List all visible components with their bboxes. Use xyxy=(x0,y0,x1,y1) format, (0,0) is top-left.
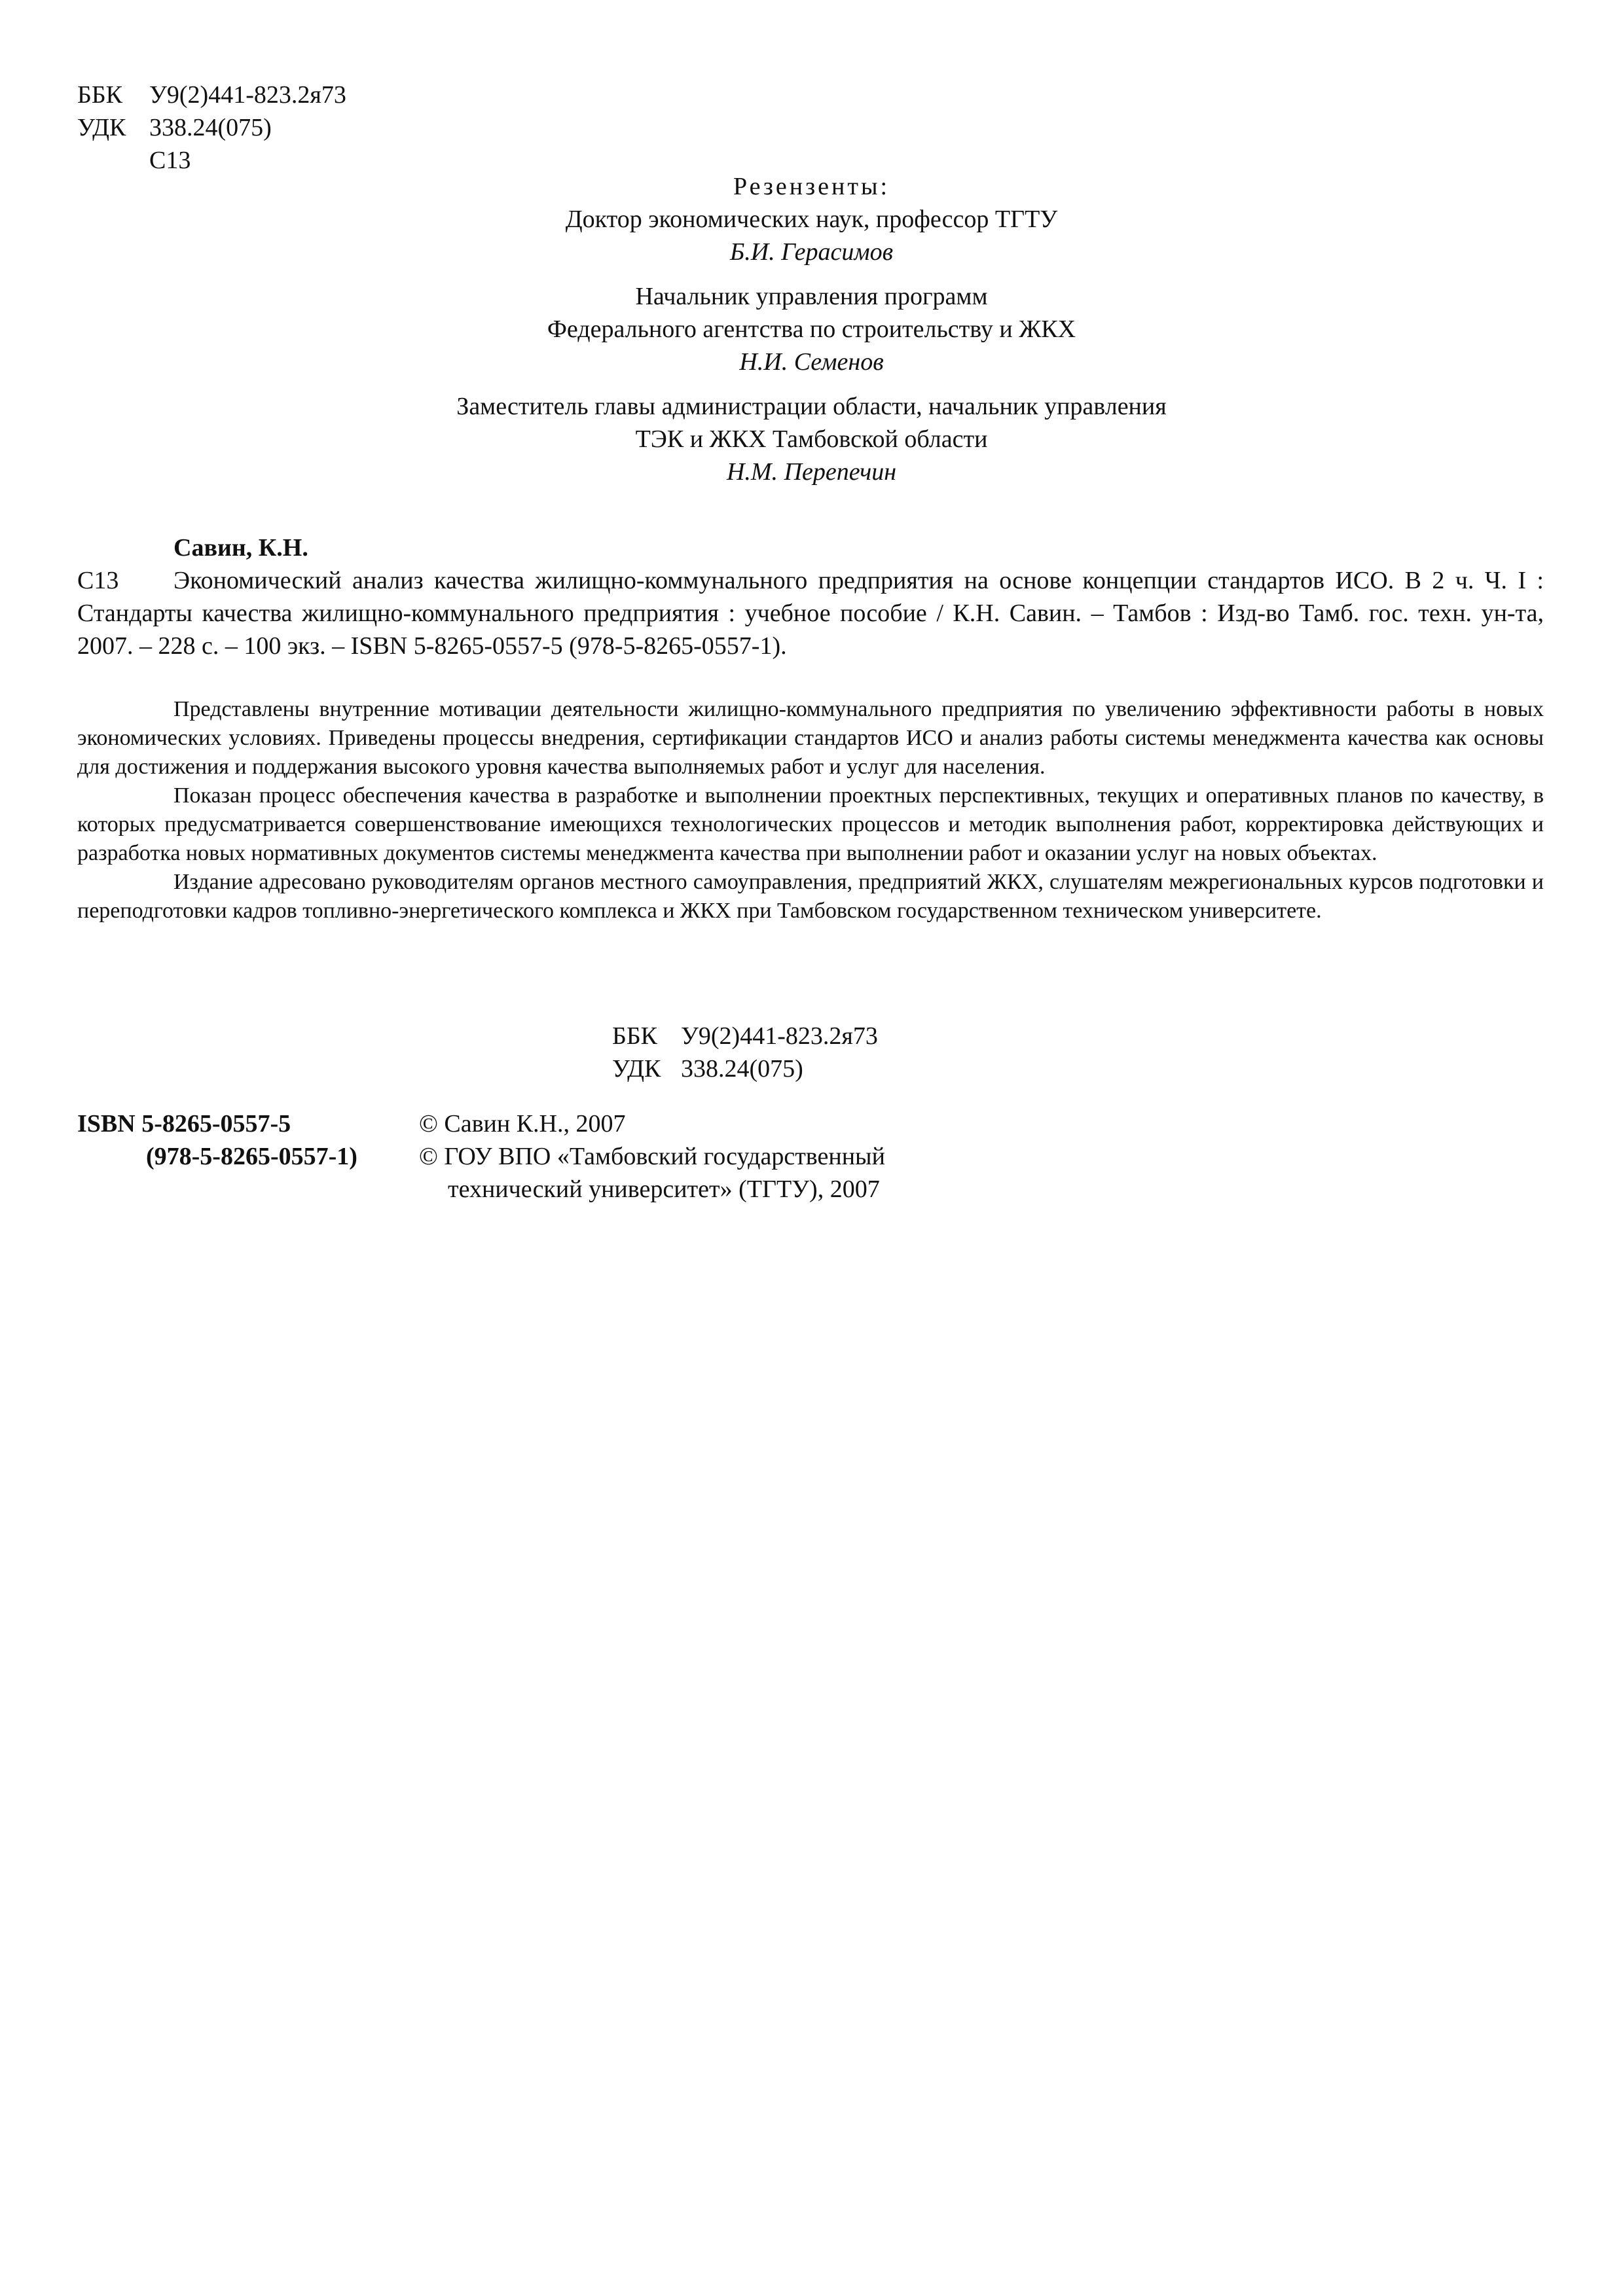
record-body xyxy=(77,564,1544,662)
reviewers-heading: Резензенты: xyxy=(733,173,890,200)
classification-block xyxy=(77,79,346,177)
author-mark: С13 xyxy=(149,147,191,174)
reviewer-name: Н.И. Семенов xyxy=(739,348,884,376)
annotation-paragraph: Показан процесс обеспечения качества в разработке и выполнении проектных перспективных, текущих и оперативных планов по качеству, в которых предусматривается совершенствование имеющихся технологических процессов и методик выполнения работ, корректировка действующих и разработка новых нормативных документов системы менеджмента качества при выполнении работ и оказании услуг на новых объектах. xyxy=(77,783,1544,865)
reviewer-position: Заместитель главы администрации области, начальник управления xyxy=(456,393,1167,420)
reviewer-2 xyxy=(0,280,1623,378)
isbn-line-13: (978-5-8265-0557-1) xyxy=(146,1143,357,1170)
bibliographic-record xyxy=(77,531,1544,662)
bottom-index xyxy=(612,1020,878,1085)
record-mark: С13 xyxy=(77,567,119,594)
copyright-publisher: © ГОУ ВПО «Тамбовский государственный xyxy=(419,1143,885,1170)
bottom-bbk-label: ББК xyxy=(612,1022,657,1050)
reviewer-position: Начальник управления программ xyxy=(635,283,988,310)
bottom-udk-row xyxy=(612,1052,878,1085)
annotation xyxy=(77,695,1544,925)
bottom-bbk-row xyxy=(612,1020,878,1052)
reviewer-position: Доктор экономических наук, профессор ТГТУ xyxy=(565,206,1058,233)
bbk-row xyxy=(77,79,346,111)
bottom-bbk-value: У9(2)441-823.2я73 xyxy=(681,1022,878,1050)
reviewer-1 xyxy=(0,203,1623,268)
bbk-value: У9(2)441-823.2я73 xyxy=(149,81,346,109)
udk-label: УДК xyxy=(77,114,126,141)
reviewer-name: Н.М. Перепечин xyxy=(726,458,897,486)
bbk-label: ББК xyxy=(77,81,122,109)
reviewer-position: Федерального агентства по строительству и ЖКХ xyxy=(547,315,1076,343)
copyright-publisher-cont: технический университет» (ТГТУ), 2007 xyxy=(448,1175,880,1203)
reviewers-section xyxy=(0,170,1623,500)
isbn-block xyxy=(77,1107,357,1173)
bottom-udk-label: УДК xyxy=(612,1055,661,1083)
udk-value: 338.24(075) xyxy=(149,114,272,141)
udk-row xyxy=(77,111,346,144)
isbn-line: ISBN 5-8265-0557-5 xyxy=(77,1110,291,1138)
reviewer-3 xyxy=(0,390,1623,488)
bottom-udk-value: 338.24(075) xyxy=(681,1055,803,1083)
annotation-paragraph: Издание адресовано руководителям органов местного самоуправления, предприятий ЖКХ, слушателям межрегиональных курсов подготовки и переподготовки кадров топливно-энергетического комплекса и ЖКХ при Тамбовском государственном техническом университете. xyxy=(77,870,1544,923)
record-author: Савин, К.Н. xyxy=(173,534,308,562)
annotation-paragraph: Представлены внутренние мотивации деятельности жилищно-коммунального предприятия по увеличению эффективности работы в новых экономических условиях. Приведены процессы внедрения, сертификации стандартов ИСО и анализ работы системы менеджмента качества как основы для достижения и поддержания высокого уровня качества выполняемых работ и услуг для населения. xyxy=(77,697,1544,779)
reviewer-name: Б.И. Герасимов xyxy=(729,238,894,266)
copyright-author: © Савин К.Н., 2007 xyxy=(419,1110,626,1138)
reviewer-position: ТЭК и ЖКХ Тамбовской области xyxy=(635,425,988,453)
record-text: Экономический анализ качества жилищно-коммунального предприятия на основе концепции стандартов ИСО. В 2 ч. Ч. I : Стандарты качества жилищно-коммунального предприятия : учебное пособие / К.Н. Савин. – Тамбов : Изд-во Тамб. гос. техн. ун-та, 2007. – 228 с. – 100 экз. – ISBN 5-8265-0557-5 (978-5-8265-0557-1). xyxy=(77,567,1544,660)
copyright-block xyxy=(419,1107,885,1206)
